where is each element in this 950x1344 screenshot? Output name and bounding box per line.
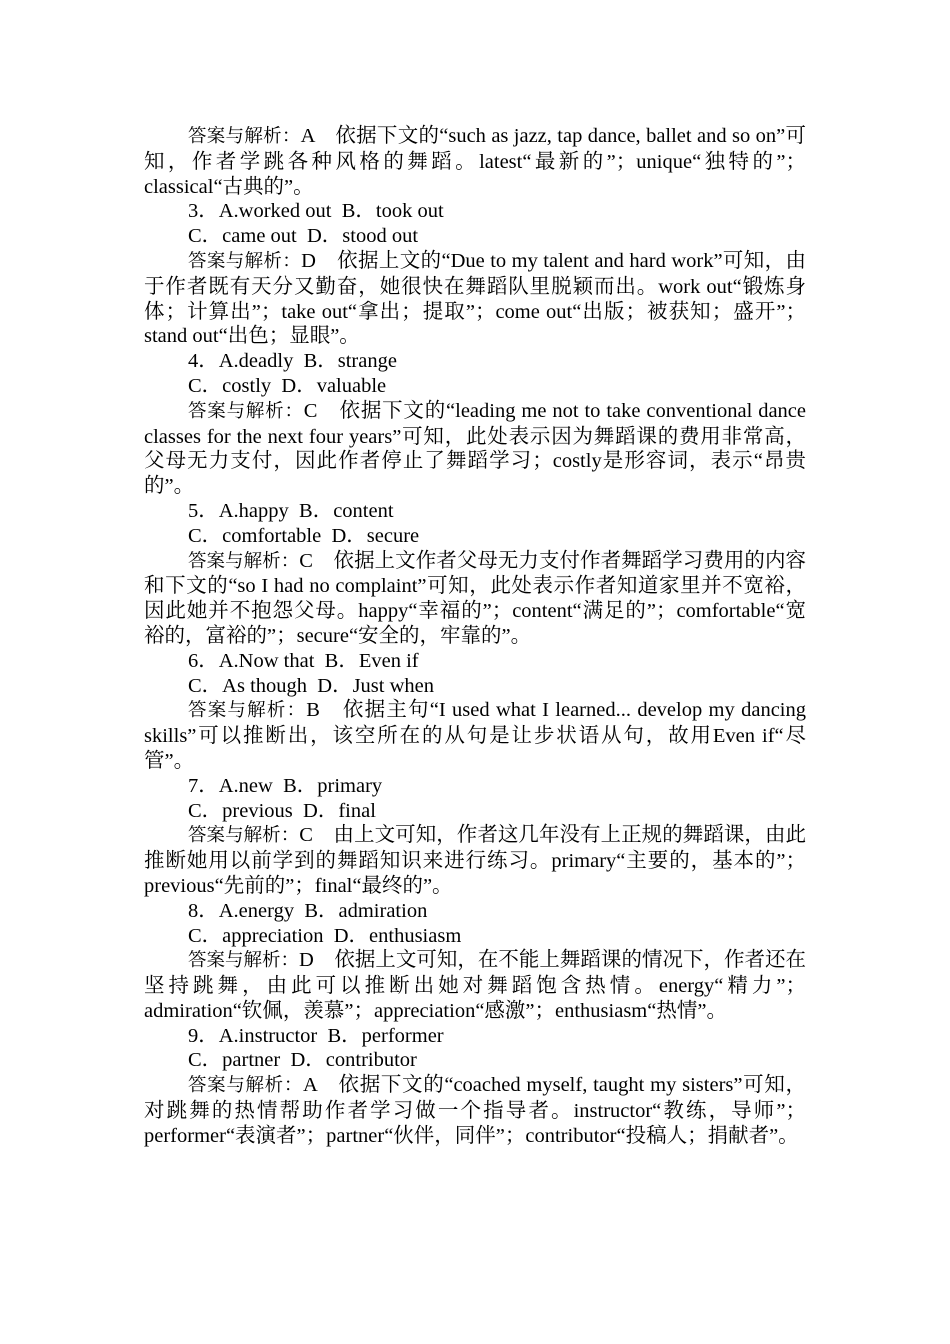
explanation-text: C 依据下文的“leading me not to take conventional dance classes for the next four years”可知，此处表示因为舞蹈课的费用非常高，父母无力支付，因此作者停止了舞蹈学习；costly是形容词，表示“昂贵的”。 [144,399,806,498]
explanation-4 [144,399,806,499]
question-7-options-cd: C．previous D．final [188,799,376,822]
explanation-text: C 由上文可知，作者这几年没有上正规的舞蹈课，由此推断她用以前学到的舞蹈知识来进行练习。primary“主要的，基本的”；previous“先前的”；final“最终的”。 [144,824,806,897]
question-5-options-cd: C．comfortable D．secure [188,524,420,547]
question-6-options-ab: 6．A.Now that B．Even if [188,649,419,672]
question-7-options-ab: 7．A.new B．primary [188,774,383,797]
explanation-8 [144,948,806,1023]
question-4-options-ab: 4．A.deadly B．strange [188,350,397,373]
explanation-label: 答案与解析： [188,950,300,972]
explanation-text: A 依据下文的“coached myself, taught my sisters”可知，对跳舞的热情帮助作者学习做一个指导者。instructor“教练，导师”；performer“表演者”；partner“伙伴，同伴”；contributor“投稿人；捐献者”。 [144,1074,806,1147]
question-9-options-cd: C．partner D．contributor [188,1049,417,1072]
question-3-options-cd: C．came out D．stood out [188,225,419,248]
explanation-label: 答案与解析： [188,700,307,722]
question-6-options-cd: C．As though D．Just when [188,674,435,697]
question-8-options-cd: C．appreciation D．enthusiasm [188,924,462,947]
explanation-5 [144,549,806,649]
question-8-options-ab: 8．A.energy B．admiration [188,899,428,922]
explanation-text: A 依据下文的“such as jazz, tap dance, ballet and so on”可知，作者学跳各种风格的舞蹈。latest“最新的”；unique“独特的”；classical“古典的”。 [144,125,806,198]
question-3-options-ab: 3．A.worked out B．took out [188,200,444,223]
explanation-9 [144,1073,806,1148]
answer-document [144,124,806,1149]
question-9-options-ab: 9．A.instructor B．performer [188,1024,444,1047]
explanation-3 [144,249,806,349]
explanation-text: C 依据上文作者父母无力支付作者舞蹈学习费用的内容和下文的“so I had no complaint”可知，此处表示作者知道家里并不宽裕，因此她并不抱怨父母。happy“幸福的”；content“满足的”；comfortable“宽裕的，富裕的”；secure“安全的，牢靠的”。 [144,549,806,647]
question-5-options-ab: 5．A.happy B．content [188,499,394,522]
explanation-label: 答案与解析： [188,400,304,422]
explanation-label: 答案与解析： [188,825,300,847]
explanation-label: 答案与解析： [188,250,302,272]
explanation-6 [144,698,806,773]
explanation-text: B 依据主句“I used what I learned... develop my dancing skills”可以推断出，该空所在的从句是让步状语从句，故用Even if“尽管”。 [144,699,806,772]
explanation-7 [144,823,806,898]
explanation-2 [144,124,806,199]
question-4-options-cd: C．costly D．valuable [188,374,387,397]
explanation-label: 答案与解析： [188,126,301,147]
explanation-label: 答案与解析： [188,1075,304,1097]
explanation-text: D 依据上文可知，在不能上舞蹈课的情况下，作者还在坚持跳舞，由此可以推断出她对舞蹈饱含热情。energy“精力”；admiration“钦佩，羡慕”；appreciation“感激”；enthusiasm“热情”。 [144,949,806,1022]
explanation-label: 答案与解析： [188,550,300,572]
explanation-text: D 依据上文的“Due to my talent and hard work”可知，由于作者既有天分又勤奋，她很快在舞蹈队里脱颖而出。work out“锻炼身体；计算出”；take out“拿出；提取”；come out“出版；被获知；盛开”；stand out“出色；显眼”。 [144,249,806,348]
